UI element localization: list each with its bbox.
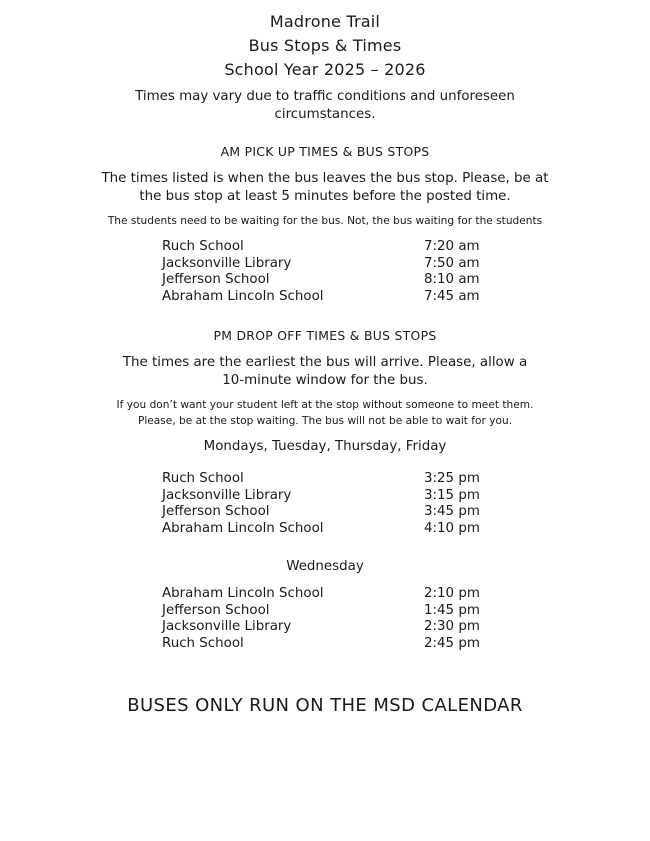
schedule-row	[162, 521, 492, 538]
traffic-note-line-1: Times may vary due to traffic conditions and unforeseen	[135, 89, 515, 104]
am-schedule-list	[162, 239, 492, 305]
stop-name: Jefferson School	[162, 272, 270, 288]
pm-small-note	[0, 397, 650, 429]
schedule-row	[162, 603, 492, 620]
am-waiting-note: The students need to be waiting for the bus. Not, the bus waiting for the students	[107, 215, 543, 227]
stop-time: 2:30 pm	[424, 619, 480, 635]
pm-wednesday-schedule-list	[162, 586, 492, 652]
stop-name: Jacksonville Library	[162, 255, 292, 271]
stop-time: 1:45 pm	[424, 602, 480, 618]
calendar-footer-notice: BUSES ONLY RUN ON THE MSD CALENDAR	[127, 695, 523, 716]
schedule-row	[162, 504, 492, 521]
schedule-row	[162, 256, 492, 273]
am-note-line-1: The times listed is when the bus leaves the bus stop. Please, be at	[101, 171, 549, 186]
traffic-note	[0, 88, 650, 124]
stop-name: Abraham Lincoln School	[162, 288, 324, 304]
stop-time: 7:50 am	[424, 255, 480, 271]
stop-name: Abraham Lincoln School	[162, 520, 324, 536]
stop-name: Ruch School	[162, 635, 244, 651]
am-note	[0, 170, 650, 206]
pm-days-heading-weekdays: Mondays, Tuesday, Thursday, Friday	[203, 439, 447, 454]
schedule-row	[162, 471, 492, 488]
pm-weekday-schedule-list	[162, 471, 492, 537]
stop-name: Jefferson School	[162, 504, 270, 520]
stop-name: Jefferson School	[162, 602, 270, 618]
stop-time: 4:10 pm	[424, 520, 480, 536]
stop-time: 3:25 pm	[424, 471, 480, 486]
stop-name: Ruch School	[162, 471, 244, 486]
pm-small-note-line-2: Please, be at the stop waiting. The bus will not be able to wait for you.	[137, 415, 513, 427]
stop-time: 2:10 pm	[424, 586, 480, 601]
stop-name: Jacksonville Library	[162, 619, 292, 635]
stop-time: 3:15 pm	[424, 487, 480, 503]
stop-time: 7:45 am	[424, 288, 480, 304]
document-title	[0, 10, 650, 82]
schedule-row	[162, 289, 492, 306]
pm-small-note-line-1: If you don’t want your student left at the stop without someone to meet them.	[116, 399, 534, 411]
pm-note	[0, 354, 650, 390]
pm-days-heading-wednesday: Wednesday	[286, 559, 364, 574]
schedule-row	[162, 619, 492, 636]
traffic-note-line-2: circumstances.	[274, 107, 376, 122]
schedule-row	[162, 488, 492, 505]
pm-note-line-2: 10-minute window for the bus.	[222, 373, 428, 388]
stop-time: 7:20 am	[424, 239, 480, 254]
stop-time: 3:45 pm	[424, 504, 480, 520]
schedule-row	[162, 636, 492, 653]
stop-time: 2:45 pm	[424, 635, 480, 651]
title-subject: Bus Stops & Times	[248, 36, 402, 55]
stop-time: 8:10 am	[424, 272, 480, 288]
title-school-year: School Year 2025 – 2026	[224, 60, 426, 79]
title-school-name: Madrone Trail	[269, 12, 381, 31]
stop-name: Jacksonville Library	[162, 487, 292, 503]
schedule-row	[162, 272, 492, 289]
schedule-row	[162, 239, 492, 256]
am-section-heading: AM PICK UP TIMES & BUS STOPS	[220, 144, 430, 159]
pm-note-line-1: The times are the earliest the bus will arrive. Please, allow a	[122, 355, 528, 370]
stop-name: Abraham Lincoln School	[162, 586, 324, 601]
schedule-row	[162, 586, 492, 603]
pm-section-heading: PM DROP OFF TIMES & BUS STOPS	[213, 328, 437, 343]
stop-name: Ruch School	[162, 239, 244, 254]
am-note-line-2: the bus stop at least 5 minutes before the posted time.	[139, 189, 511, 204]
